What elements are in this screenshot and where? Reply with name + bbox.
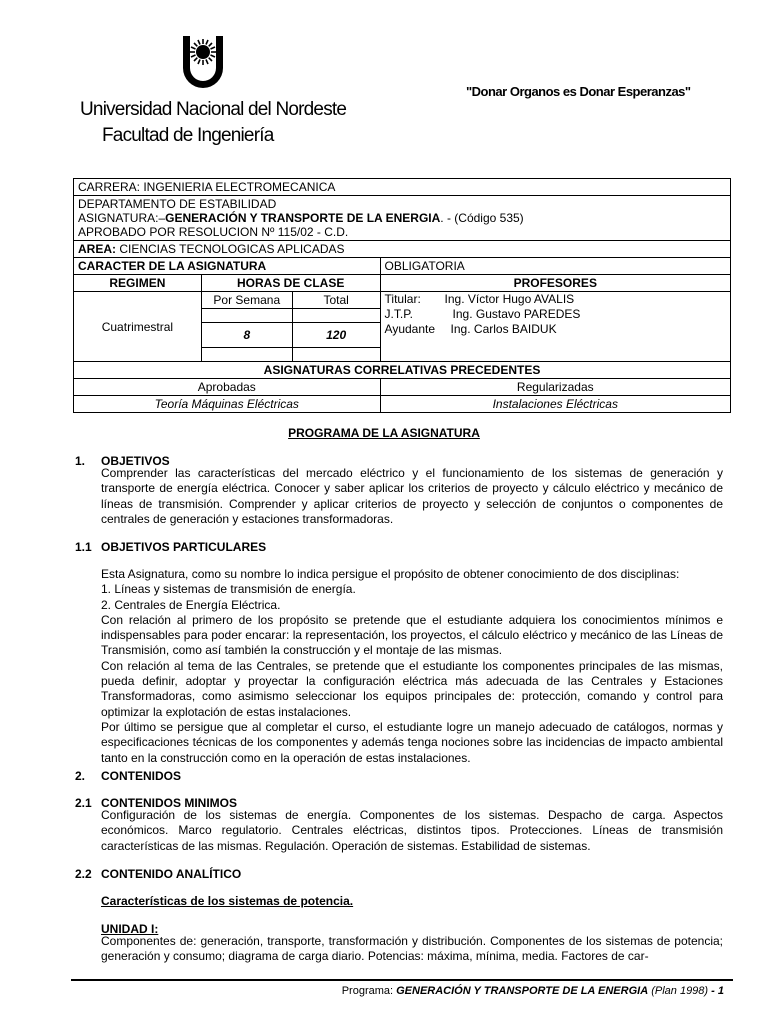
empty-cell — [292, 348, 380, 362]
profesores-list — [380, 292, 730, 362]
section-number: 2.1 — [75, 796, 92, 810]
footer-title: GENERACIÓN Y TRANSPORTE DE LA ENERGIA — [396, 985, 649, 997]
footer-plan: (Plan 1998) — [648, 985, 709, 997]
university-logo — [180, 34, 226, 92]
section-title: OBJETIVOS PARTICULARES — [101, 540, 267, 554]
section-title: CONTENIDOS MINIMOS — [101, 796, 238, 810]
footer-rule — [71, 979, 733, 981]
aprobado: APROBADO POR RESOLUCION Nº 115/02 - C.D. — [78, 225, 349, 239]
aprobadas-label: Aprobadas — [74, 379, 381, 396]
contenidos-minimos-text: Configuración de los sistemas de energía. Componentes de los sistemas. Despacho de carga. Aspectos económicos. Marco regulatorio. Centrales eléctricas, distintos tipos. Protecciones. Líneas de transmisión características de las mismas. Regulación. Operación de sistemas. Estabilidad de sistemas. — [101, 808, 723, 853]
aprobadas-value: Teoría Máquinas Eléctricas — [74, 396, 381, 413]
area-label: AREA: — [78, 242, 116, 256]
paragraph: Esta Asignatura, como su nombre lo indica persigue el propósito de obtener conocimiento de dos disciplinas: — [101, 567, 680, 581]
regularizadas-label: Regularizadas — [380, 379, 730, 396]
horas-label: HORAS DE CLASE — [201, 275, 380, 292]
asignatura-cell — [74, 196, 731, 241]
area-value: CIENCIAS TECNOLOGICAS APLICADAS — [116, 242, 345, 256]
university-name: Universidad Nacional del Nordeste — [80, 99, 347, 120]
correlativas-label: ASIGNATURAS CORRELATIVAS PRECEDENTES — [74, 362, 731, 379]
faculty-name: Facultad de Ingeniería — [102, 125, 274, 146]
motto: "Donar Organos es Donar Esperanzas" — [466, 84, 691, 99]
profesor-name: Ing. Víctor Hugo AVALIS — [444, 292, 575, 306]
footer — [342, 985, 724, 997]
regimen-value: Cuatrimestral — [74, 292, 202, 362]
profesores-label: PROFESORES — [380, 275, 730, 292]
course-info-table — [73, 178, 731, 413]
profesor-role: J.T.P. — [384, 307, 414, 321]
empty-cell — [201, 309, 292, 323]
profesor-row — [385, 322, 726, 337]
section-number: 2.2 — [75, 867, 92, 881]
subsection-title: Características de los sistemas de potencia. — [101, 894, 354, 908]
section-number: 1. — [75, 454, 86, 468]
unidad-text: Componentes de: generación, transporte, transformación y distribución. Componentes de los sistemas de potencia; generación y consumo; diagrama de carga diario. Potencias: máxima, mínima, media. Factores de car- — [101, 934, 723, 964]
total-label: Total — [292, 292, 380, 309]
departamento: DEPARTAMENTO DE ESTABILIDAD — [78, 197, 277, 211]
asignatura-name: GENERACIÓN Y TRANSPORTE DE LA ENERGIA — [165, 211, 441, 225]
objetivos-particulares — [101, 567, 723, 766]
paragraph: Con relación al tema de las Centrales, se pretende que el estudiante los componentes principales de las mismas, pueda definir, adoptar y proyectar la configuración eléctrica más adecuada de las Centrales y Estaciones Transformadoras, como asimismo seleccionar los equipos principales de: protección, comando y control para optimizar la explotación de estas instalaciones. — [101, 658, 723, 719]
regularizadas-value: Instalaciones Eléctricas — [380, 396, 730, 413]
horas-semana: 8 — [201, 323, 292, 348]
section-title: CONTENIDO ANALÍTICO — [101, 867, 242, 881]
por-semana-label: Por Semana — [201, 292, 292, 309]
regimen-label: REGIMEN — [74, 275, 202, 292]
asignatura-code: . - (Código 535) — [440, 211, 524, 225]
caracter-label: CARACTER DE LA ASIGNATURA — [74, 258, 381, 275]
carrera-cell: CARRERA: INGENIERIA ELECTROMECANICA — [74, 179, 731, 196]
profesor-role: Ayudante — [384, 322, 436, 336]
asignatura-line — [78, 211, 726, 225]
empty-cell — [201, 348, 292, 362]
objetivos-text: Comprender las características del mercado eléctrico y el funcionamiento de los sistemas de generación y transporte de energía eléctrica. Conocer y saber aplicar los criterios de proyecto y cálculo eléctrico y mecánico de líneas de transmisión. Comprender y aplicar criterios de proyecto y selección de conjuntos o componentes de centrales de generación y estaciones transformadoras. — [101, 466, 723, 526]
sun-emblem — [190, 39, 216, 65]
footer-prefix: Programa: — [341, 985, 397, 997]
list-item: 1. Líneas y sistemas de transmisión de energía. — [101, 582, 356, 597]
programa-title: PROGRAMA DE LA ASIGNATURA — [288, 426, 480, 440]
horas-total: 120 — [292, 323, 380, 348]
section-number: 2. — [75, 769, 86, 783]
profesor-name: Ing. Carlos BAIDUK — [450, 322, 557, 336]
section-title: OBJETIVOS — [101, 454, 170, 468]
page-number: - 1 — [708, 985, 724, 997]
profesor-role: Titular: — [384, 292, 421, 306]
profesor-row — [385, 307, 726, 322]
section-title: CONTENIDOS — [101, 769, 182, 783]
section-number: 1.1 — [75, 540, 92, 554]
asignatura-prefix: ASIGNATURA:– — [78, 211, 166, 225]
paragraph: Por último se persigue que al completar el curso, el estudiante logre un manejo adecuado de catálogos, normas y especificaciones técnicas de los componentes y además tenga nociones sobre las incidencias de impacto ambiental tanto en la construcción como en la operación de estas instalaciones. — [101, 719, 723, 765]
profesor-row — [385, 292, 726, 307]
list-item: 2. Centrales de Energía Eléctrica. — [101, 597, 281, 612]
unidad-title: UNIDAD I: — [101, 922, 159, 936]
paragraph: Con relación al primero de los propósito se pretende que el estudiante adquiera los conocimientos mínimos e indispensables para poder encarar: la representación, los proyectos, el cálculo eléctrico y mecánico de las Líneas de Transmisión, como así también la construcción y el montaje de las mismas. — [101, 612, 723, 658]
area-cell — [74, 241, 731, 258]
empty-cell — [292, 309, 380, 323]
caracter-value: OBLIGATORIA — [380, 258, 730, 275]
profesor-name: Ing. Gustavo PAREDES — [452, 307, 581, 321]
